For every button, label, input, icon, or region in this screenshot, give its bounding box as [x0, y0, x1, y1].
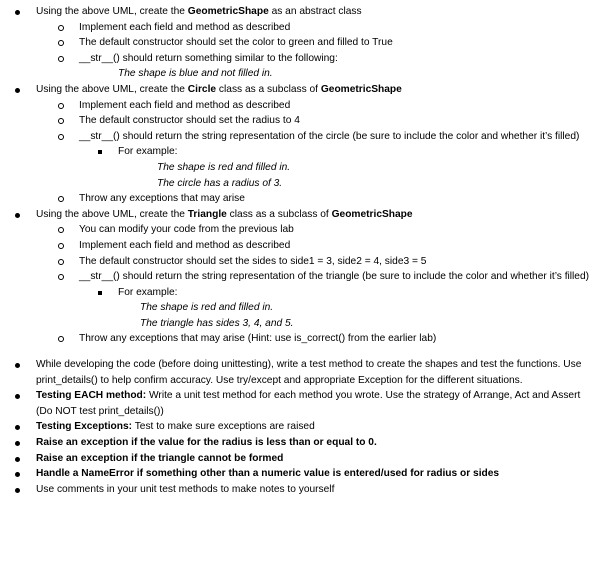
- sub-item: The default constructor should set the radius to 4: [0, 113, 610, 129]
- sub-item: Throw any exceptions that may arise (Hint: use is_correct() from the earlier lab): [0, 331, 610, 347]
- square-bullet-icon: [98, 150, 102, 154]
- bullet-dot-icon: [15, 213, 20, 218]
- sub-item: Implement each field and method as described: [0, 20, 610, 36]
- example-text: The circle has a radius of 3.: [157, 177, 283, 189]
- circle-bullet-icon: [58, 243, 64, 249]
- bullet-testing-exceptions: Testing Exceptions: Test to make sure exceptions are raised: [0, 419, 610, 435]
- sub-item: __str__() should return the string representation of the triangle (be sure to include the color and whether it’s filled): [0, 269, 599, 285]
- circle-bullet-icon: [58, 259, 64, 265]
- bullet-dot-icon: [15, 441, 20, 446]
- circle-bullet-icon: [58, 25, 64, 31]
- sub-item: You can modify your code from the previous lab: [0, 222, 610, 238]
- for-example-item: For example:: [0, 144, 610, 160]
- spacer: [0, 347, 610, 357]
- circle-bullet-icon: [58, 103, 64, 109]
- bullet-triangle-exception: Raise an exception if the triangle cannot be formed: [0, 451, 610, 467]
- bullet-dot-icon: [15, 472, 20, 477]
- example-text: The shape is blue and not filled in.: [118, 68, 273, 80]
- circle-bullet-icon: [58, 227, 64, 233]
- sub-item: The default constructor should set the sides to side1 = 3, side2 = 4, side3 = 5: [0, 254, 610, 270]
- bullet-dot-icon: [15, 425, 20, 430]
- square-bullet-icon: [98, 291, 102, 295]
- bullet-testing-develop: While developing the code (before doing unittesting), write a test method to create the shapes and test the functions. Use print_details() to help confirm accuracy. Use try/except and appropriate Exception for the different situations.: [0, 357, 596, 388]
- sub-item: __str__() should return something similar to the following:: [0, 51, 610, 67]
- sub-item: Implement each field and method as described: [0, 238, 610, 254]
- sub-item: Throw any exceptions that may arise: [0, 191, 610, 207]
- bullet-geometricshape: Using the above UML, create the GeometricShape as an abstract class: [0, 4, 610, 20]
- bullet-comments: Use comments in your unit test methods to make notes to yourself: [0, 482, 610, 498]
- circle-bullet-icon: [58, 196, 64, 202]
- sub-item: __str__() should return the string representation of the circle (be sure to include the color and whether it’s filled): [0, 129, 599, 145]
- bullet-dot-icon: [15, 88, 20, 93]
- bullet-testing-each-method: Testing EACH method: Write a unit test method for each method you wrote. Use the strategy of Arrange, Act and Assert (Do NOT test print_details()): [0, 388, 596, 419]
- bullet-radius-exception: Raise an exception if the value for the radius is less than or equal to 0.: [0, 435, 610, 451]
- bullet-dot-icon: [15, 394, 20, 399]
- example-text: The shape is red and filled in.: [157, 161, 291, 173]
- circle-bullet-icon: [58, 40, 64, 46]
- bullet-circle: Using the above UML, create the Circle class as a subclass of GeometricShape: [0, 82, 610, 98]
- sub-item: Implement each field and method as described: [0, 98, 610, 114]
- bullet-nameerror: Handle a NameError if something other than a numeric value is entered/used for radius or sides: [0, 466, 610, 482]
- circle-bullet-icon: [58, 274, 64, 280]
- document: [0, 4, 610, 497]
- bullet-dot-icon: [15, 10, 20, 15]
- bullet-dot-icon: [15, 457, 20, 462]
- bullet-dot-icon: [15, 363, 20, 368]
- bullet-triangle: Using the above UML, create the Triangle class as a subclass of GeometricShape: [0, 207, 610, 223]
- circle-bullet-icon: [58, 336, 64, 342]
- circle-bullet-icon: [58, 56, 64, 62]
- circle-bullet-icon: [58, 134, 64, 140]
- sub-item: The default constructor should set the color to green and filled to True: [0, 35, 610, 51]
- example-text: The triangle has sides 3, 4, and 5.: [140, 317, 294, 329]
- example-text: The shape is red and filled in.: [140, 302, 274, 314]
- circle-bullet-icon: [58, 118, 64, 124]
- bullet-dot-icon: [15, 488, 20, 493]
- for-example-item: For example:: [0, 285, 610, 301]
